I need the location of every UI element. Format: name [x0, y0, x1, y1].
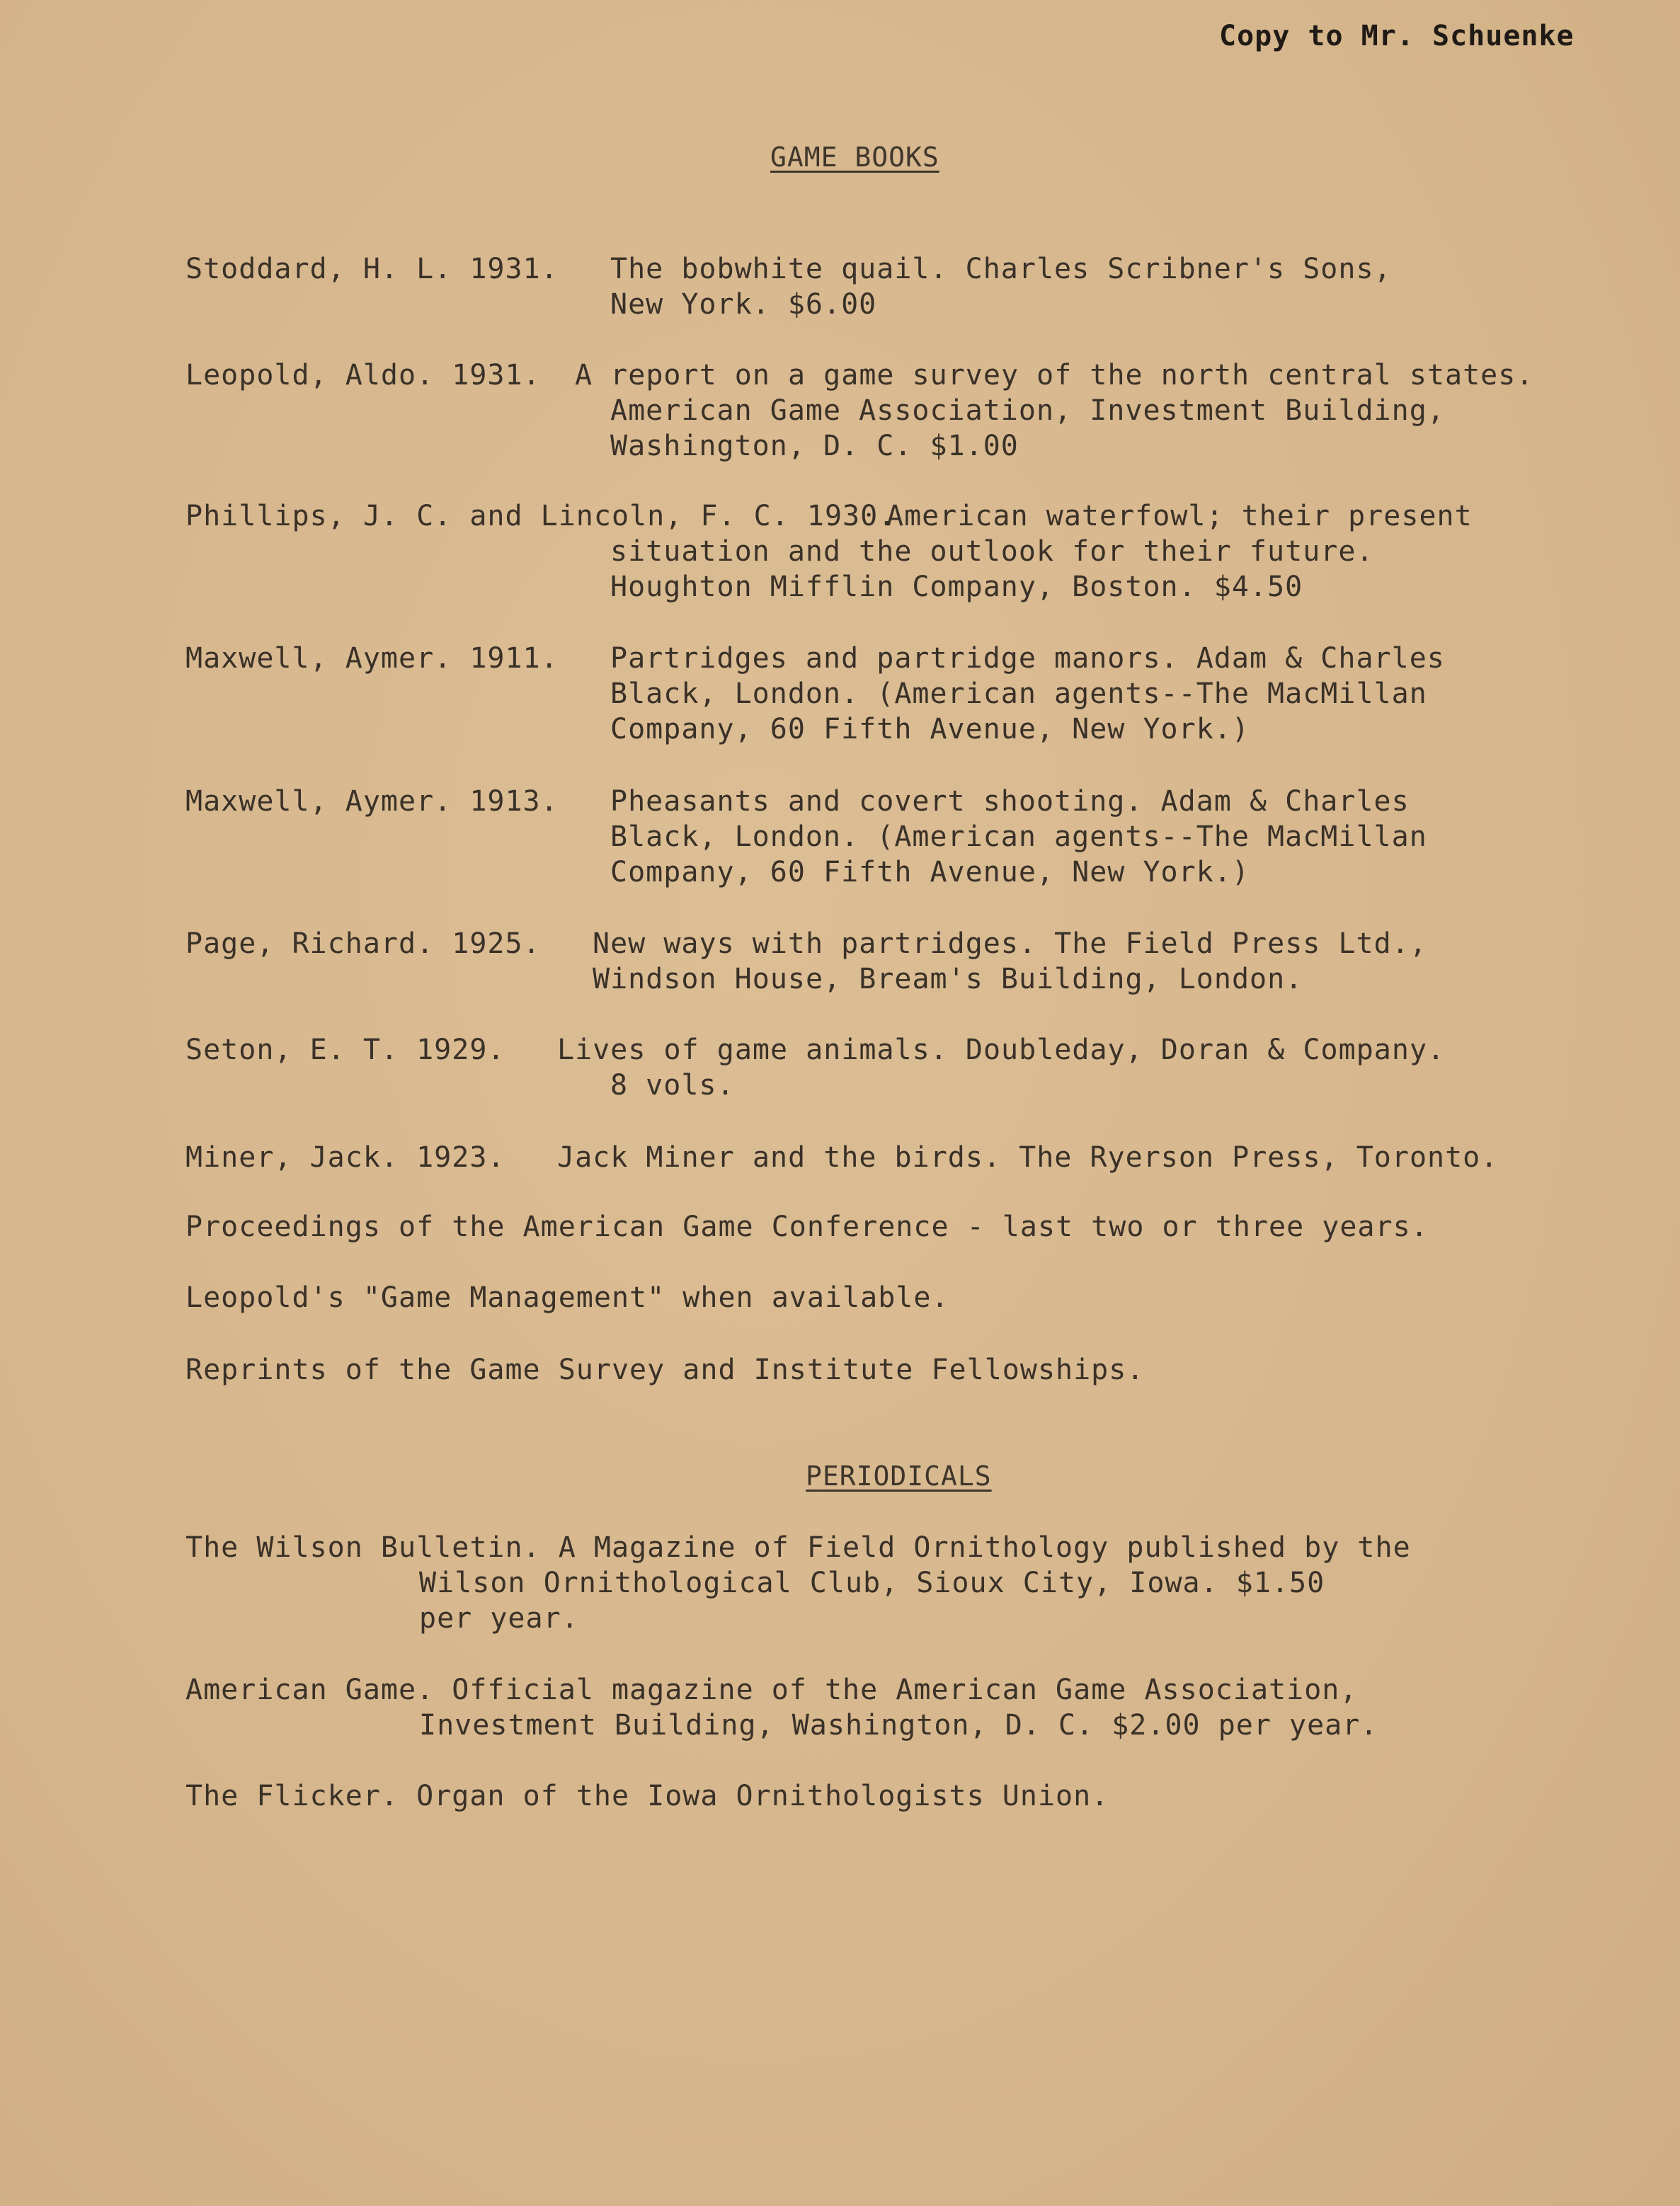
entry-line: Pheasants and covert shooting. Adam & Charles — [610, 785, 1410, 818]
entry-line: Wilson Ornithological Club, Sioux City, Iowa. $1.50 — [419, 1567, 1325, 1599]
periodical-title: The Flicker. — [185, 1780, 399, 1812]
other-item: Reprints of the Game Survey and Institute Fellowships. — [185, 1354, 1145, 1386]
periodical-title: American Game. — [185, 1674, 435, 1706]
book-entry — [185, 641, 1445, 747]
other-item: Leopold's "Game Management" when available. — [185, 1281, 949, 1314]
entry-author: Seton, E. T. 1929. — [185, 1034, 505, 1066]
book-entry — [185, 1140, 1498, 1175]
entry-line: Jack Miner and the birds. The Ryerson Press, Toronto. — [557, 1141, 1499, 1174]
book-entry — [185, 251, 1392, 322]
entry-line: Company, 60 Fifth Avenue, New York.) — [610, 713, 1250, 745]
game-books-heading: GAME BOOKS — [770, 142, 939, 173]
entry-line: Organ of the Iowa Ornithologists Union. — [416, 1780, 1109, 1812]
periodical-entry — [185, 1672, 1378, 1743]
entry-line: Windson House, Bream's Building, London. — [593, 963, 1303, 995]
periodical-entry — [185, 1530, 1411, 1636]
entry-line: Washington, D. C. $1.00 — [610, 430, 1019, 462]
copy-note: Copy to Mr. Schuenke — [1219, 20, 1575, 52]
periodical-title: The Wilson Bulletin. — [185, 1531, 541, 1564]
entry-line: American waterfowl; their present — [886, 500, 1473, 532]
entry-line: Company, 60 Fifth Avenue, New York.) — [610, 856, 1250, 888]
entry-author: Maxwell, Aymer. 1911. — [185, 642, 559, 675]
entry-line: per year. — [419, 1602, 579, 1635]
entry-line: Black, London. (American agents--The MacMillan — [610, 821, 1427, 853]
entry-line: Partridges and partridge manors. Adam & Charles — [610, 642, 1445, 675]
entry-author: Leopold, Aldo. 1931. — [185, 359, 541, 392]
entry-line: New ways with partridges. The Field Press Ltd., — [593, 927, 1427, 960]
entry-line: The bobwhite quail. Charles Scribner's Sons, — [610, 253, 1392, 285]
book-entry — [185, 926, 1427, 997]
book-entry — [185, 1032, 1445, 1103]
entry-line: Lives of game animals. Doubleday, Doran & Company. — [557, 1034, 1446, 1066]
entry-author: Maxwell, Aymer. 1913. — [185, 785, 559, 818]
book-entry — [185, 784, 1427, 890]
entry-line: 8 vols. — [610, 1069, 735, 1102]
entry-line: New York. $6.00 — [610, 288, 877, 321]
entry-line: Official magazine of the American Game Association, — [452, 1674, 1358, 1706]
entry-line: Investment Building, Washington, D. C. $2.00 per year. — [419, 1709, 1378, 1742]
entry-line: American Game Association, Investment Building, — [610, 394, 1445, 427]
entry-author: Stoddard, H. L. 1931. — [185, 253, 559, 285]
entry-line: A Magazine of Field Ornithology published by the — [558, 1531, 1411, 1564]
book-entry — [185, 358, 1533, 464]
periodical-entry — [185, 1778, 1109, 1814]
entry-line: situation and the outlook for their future. — [610, 535, 1374, 568]
entry-line: Houghton Mifflin Company, Boston. $4.50 — [610, 571, 1303, 603]
entry-line: A report on a game survey of the north central states. — [575, 359, 1534, 392]
periodicals-heading: PERIODICALS — [806, 1461, 992, 1492]
entry-author: Miner, Jack. 1923. — [185, 1141, 505, 1174]
entry-line: Black, London. (American agents--The MacMillan — [610, 678, 1427, 710]
entry-author: Page, Richard. 1925. — [185, 927, 541, 960]
book-entry — [185, 498, 1473, 605]
entry-author: Phillips, J. C. and Lincoln, F. C. 1930. — [185, 500, 896, 532]
other-item: Proceedings of the American Game Conference - last two or three years. — [185, 1211, 1429, 1243]
